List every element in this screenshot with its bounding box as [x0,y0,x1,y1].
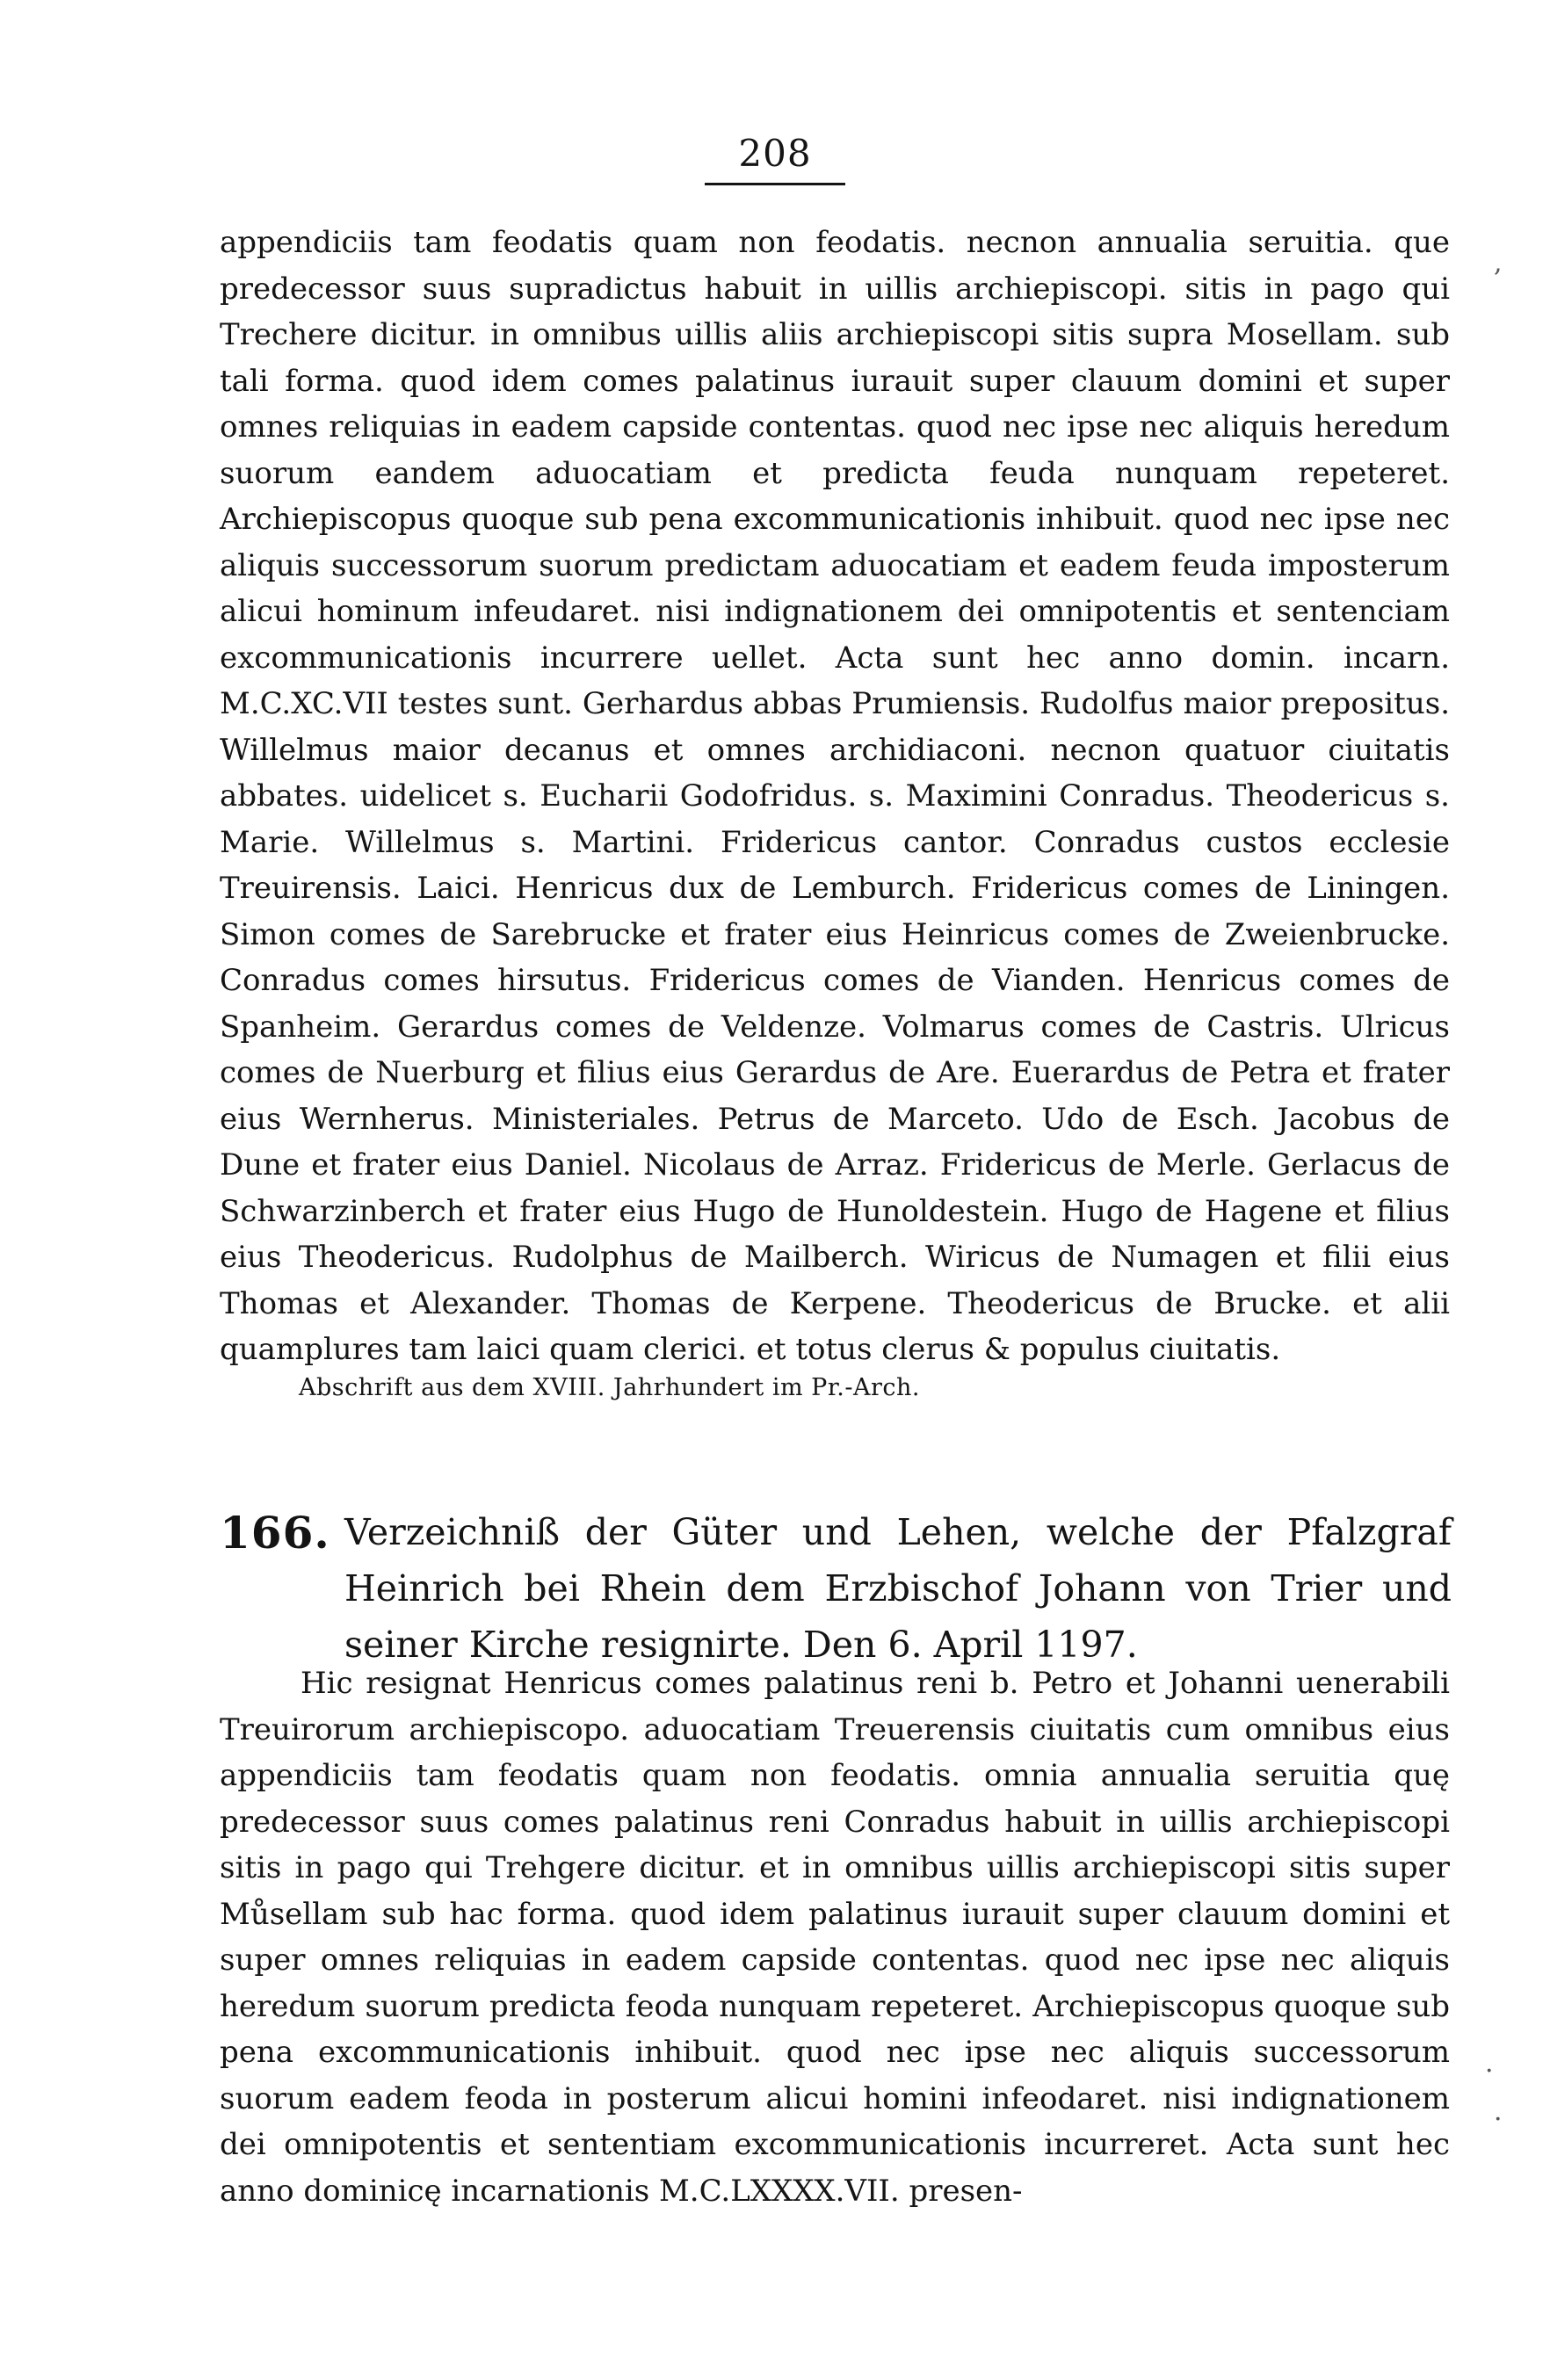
document-number: 166. [220,1507,330,1559]
page-number-rule [705,183,845,185]
charter-text-continuation: appendiciis tam feodatis quam non feodatis. necnon annualia seruitia. que predecessor suus supradictus habuit in uillis archiepiscopi. sitis in pago qui Trechere dicitur. in omnibus uillis aliis archiepiscopi sitis supra Mosellam. sub tali forma. quod idem comes palatinus iurauit super clauum domini et super omnes reliquias in eadem capside contentas. quod nec ipse nec aliquis heredum suorum eandem aduocatiam et predicta feuda nunquam repeteret. Archiepiscopus quoque sub pena excommunicationis inhibuit. quod nec ipse nec aliquis successorum suorum predictam aduocatiam et eadem feuda imposterum alicui hominum infeudaret. nisi indignationem dei omnipotentis et sentenciam excommunicationis incurrere uellet. Acta sunt hec anno domin. incarn. M.C.XC.VII testes sunt. Gerhardus abbas Prumiensis. Rudolfus maior prepositus. Willelmus maior decanus et omnes archidiaconi. necnon quatuor ciuitatis abbates. uidelicet s. Eucharii Godofridus. s. Maximini Conradus. Theodericus s. Marie. Willelmus s. Martini. Fridericus cantor. Conradus custos ecclesie Treuirensis. Laici. Henricus dux de Lemburch. Fridericus comes de Liningen. Simon comes de Sarebrucke et frater eius Heinricus comes de Zweienbrucke. Conradus comes hirsutus. Fridericus comes de Vianden. Henricus comes de Spanheim. Gerardus comes de Veldenze. Volmarus comes de Castris. Ulricus comes de Nuerburg et filius eius Gerardus de Are. Euerardus de Petra et frater eius Wernherus. Ministeriales. Petrus de Marceto. Udo de Esch. Jacobus de Dune et frater eius Daniel. Nicolaus de Arraz. Fridericus de Merle. Gerlacus de Schwarzinberch et frater eius Hugo de Hunoldestein. Hugo de Hagene et filius eius Theodericus. Rudolphus de Mailberch. Wiricus de Numagen et filii eius Thomas et Alexander. Thomas de Kerpene. Theodericus de Brucke. et alii quamplures tam laici quam clerici. et totus clerus & populus ciuitatis. [220,225,1450,1367]
margin-mark: · [1485,2056,1494,2087]
source-note: Abschrift aus dem XVIII. Jahrhundert im Pr.-Arch. [299,1374,920,1401]
page-number: 208 [738,132,812,175]
margin-mark: · [1494,2104,1503,2135]
margin-mark: , [1494,248,1503,279]
charter-text: Hic resignat Henricus comes palatinus reni b. Petro et Johanni uenerabili Treuirorum archiepiscopo. aduocatiam Treuerensis ciuitatis cum omnibus eius appendiciis tam feodatis quam non feodatis. omnia annualia seruitia quę predecessor suus comes palatinus reni Conradus habuit in uillis archiepiscopi sitis in pago qui Trehgere dicitur. et in omnibus uillis archiepiscopi sitis super Můsellam sub hac forma. quod idem palatinus iurauit super clauum domini et super omnes reliquias in eadem capside contentas. quod nec ipse nec aliquis heredum suorum predicta feoda nunquam repeteret. Archiepiscopus quoque sub pena excommunicationis inhibuit. quod nec ipse nec aliquis successorum suorum eadem feoda in posterum alicui homini infeodaret. nisi indignationem dei omnipotentis et sententiam excommunicationis incurreret. Acta sunt hec anno dominicę incarnationis M.C.LXXXX.VII. presen- [220,1666,1450,2209]
document-heading: Verzeichniß der Güter und Lehen, welche der Pfalzgraf Heinrich bei Rhein dem Erzbischof Johann von Trier und seiner Kirche resignirte. Den 6. April 1197. [344,1511,1452,1666]
